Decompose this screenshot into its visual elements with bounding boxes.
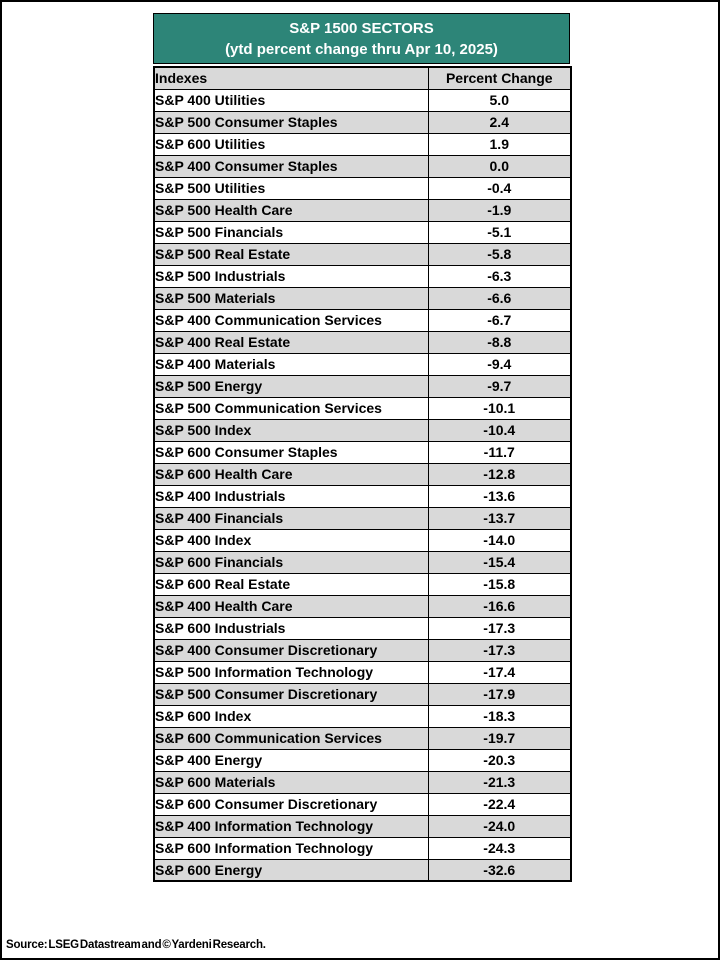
table-header-row	[154, 67, 571, 89]
table-row	[154, 683, 571, 705]
percent-change-cell: -10.4	[428, 419, 571, 441]
percent-change-cell: -10.1	[428, 397, 571, 419]
table-row	[154, 859, 571, 881]
index-name-cell: S&P 600 Financials	[154, 551, 428, 573]
index-name-cell: S&P 600 Consumer Discretionary	[154, 793, 428, 815]
percent-change-cell: 1.9	[428, 133, 571, 155]
percent-change-cell: -21.3	[428, 771, 571, 793]
index-name-cell: S&P 400 Utilities	[154, 89, 428, 111]
table-row	[154, 331, 571, 353]
percent-change-cell: -6.6	[428, 287, 571, 309]
percent-change-cell: -9.4	[428, 353, 571, 375]
index-name-cell: S&P 400 Health Care	[154, 595, 428, 617]
percent-change-cell: -11.7	[428, 441, 571, 463]
index-name-cell: S&P 600 Industrials	[154, 617, 428, 639]
index-name-cell: S&P 600 Information Technology	[154, 837, 428, 859]
percent-change-cell: -15.4	[428, 551, 571, 573]
percent-change-cell: -5.8	[428, 243, 571, 265]
table-row	[154, 749, 571, 771]
table-row	[154, 309, 571, 331]
percent-change-cell: -24.0	[428, 815, 571, 837]
percent-change-cell: -32.6	[428, 859, 571, 881]
index-name-cell: S&P 400 Communication Services	[154, 309, 428, 331]
index-name-cell: S&P 400 Materials	[154, 353, 428, 375]
index-name-cell: S&P 600 Communication Services	[154, 727, 428, 749]
index-name-cell: S&P 500 Real Estate	[154, 243, 428, 265]
table-row	[154, 727, 571, 749]
table-row	[154, 793, 571, 815]
table-row	[154, 463, 571, 485]
table-row	[154, 199, 571, 221]
percent-change-cell: -6.7	[428, 309, 571, 331]
table-body	[154, 89, 571, 881]
table-row	[154, 89, 571, 111]
percent-change-cell: -24.3	[428, 837, 571, 859]
table-row	[154, 221, 571, 243]
index-name-cell: S&P 500 Energy	[154, 375, 428, 397]
table-row	[154, 551, 571, 573]
table-row	[154, 133, 571, 155]
table-row	[154, 287, 571, 309]
percent-change-cell: -17.3	[428, 639, 571, 661]
table-row	[154, 397, 571, 419]
table-row	[154, 353, 571, 375]
index-name-cell: S&P 400 Real Estate	[154, 331, 428, 353]
title-banner	[153, 13, 570, 64]
percent-change-cell: -17.4	[428, 661, 571, 683]
index-name-cell: S&P 400 Financials	[154, 507, 428, 529]
index-name-cell: S&P 500 Health Care	[154, 199, 428, 221]
index-name-cell: S&P 600 Utilities	[154, 133, 428, 155]
index-name-cell: S&P 600 Consumer Staples	[154, 441, 428, 463]
table-row	[154, 375, 571, 397]
index-name-cell: S&P 600 Health Care	[154, 463, 428, 485]
index-name-cell: S&P 500 Consumer Discretionary	[154, 683, 428, 705]
percent-change-cell: -18.3	[428, 705, 571, 727]
index-name-cell: S&P 500 Utilities	[154, 177, 428, 199]
indexes-column-header: Indexes	[154, 67, 428, 89]
table-row	[154, 507, 571, 529]
percent-change-cell: -9.7	[428, 375, 571, 397]
index-name-cell: S&P 500 Industrials	[154, 265, 428, 287]
percent-change-cell: -5.1	[428, 221, 571, 243]
index-name-cell: S&P 600 Index	[154, 705, 428, 727]
table-row	[154, 265, 571, 287]
table-row	[154, 639, 571, 661]
percent-change-cell: -6.3	[428, 265, 571, 287]
percent-change-cell: -14.0	[428, 529, 571, 551]
index-name-cell: S&P 400 Information Technology	[154, 815, 428, 837]
percent-change-cell: 2.4	[428, 111, 571, 133]
table-row	[154, 243, 571, 265]
table-row	[154, 177, 571, 199]
index-name-cell: S&P 600 Real Estate	[154, 573, 428, 595]
table-row	[154, 155, 571, 177]
index-name-cell: S&P 600 Materials	[154, 771, 428, 793]
percent-change-cell: -8.8	[428, 331, 571, 353]
percent-change-cell: -1.9	[428, 199, 571, 221]
chart-subtitle: (ytd percent change thru Apr 10, 2025)	[225, 41, 498, 58]
percent-change-cell: -19.7	[428, 727, 571, 749]
table-row	[154, 529, 571, 551]
index-name-cell: S&P 400 Consumer Discretionary	[154, 639, 428, 661]
index-name-cell: S&P 500 Materials	[154, 287, 428, 309]
percent-change-cell: -13.6	[428, 485, 571, 507]
index-name-cell: S&P 500 Information Technology	[154, 661, 428, 683]
index-name-cell: S&P 400 Consumer Staples	[154, 155, 428, 177]
index-name-cell: S&P 400 Index	[154, 529, 428, 551]
table-row	[154, 705, 571, 727]
table-row	[154, 485, 571, 507]
table-row	[154, 837, 571, 859]
table-row	[154, 771, 571, 793]
table-row	[154, 111, 571, 133]
percent-change-cell: -12.8	[428, 463, 571, 485]
chart-title: S&P 1500 SECTORS	[289, 20, 434, 37]
index-name-cell: S&P 600 Energy	[154, 859, 428, 881]
percent-change-cell: 5.0	[428, 89, 571, 111]
index-name-cell: S&P 400 Industrials	[154, 485, 428, 507]
index-name-cell: S&P 400 Energy	[154, 749, 428, 771]
table-row	[154, 573, 571, 595]
percent-change-cell: -13.7	[428, 507, 571, 529]
source-attribution: Source: LSEG Datastream and © Yardeni Research.	[6, 939, 266, 951]
table-row	[154, 595, 571, 617]
percent-change-cell: -17.3	[428, 617, 571, 639]
percent-change-cell: -16.6	[428, 595, 571, 617]
percent-change-cell: 0.0	[428, 155, 571, 177]
index-name-cell: S&P 500 Communication Services	[154, 397, 428, 419]
percent-change-cell: -22.4	[428, 793, 571, 815]
percent-change-cell: -17.9	[428, 683, 571, 705]
table-row	[154, 441, 571, 463]
index-name-cell: S&P 500 Index	[154, 419, 428, 441]
percent-change-column-header: Percent Change	[428, 67, 571, 89]
table-row	[154, 419, 571, 441]
table-row	[154, 661, 571, 683]
percent-change-cell: -15.8	[428, 573, 571, 595]
percent-change-cell: -20.3	[428, 749, 571, 771]
percent-change-cell: -0.4	[428, 177, 571, 199]
table-row	[154, 617, 571, 639]
index-name-cell: S&P 500 Financials	[154, 221, 428, 243]
sectors-table	[153, 66, 572, 882]
index-name-cell: S&P 500 Consumer Staples	[154, 111, 428, 133]
table-row	[154, 815, 571, 837]
